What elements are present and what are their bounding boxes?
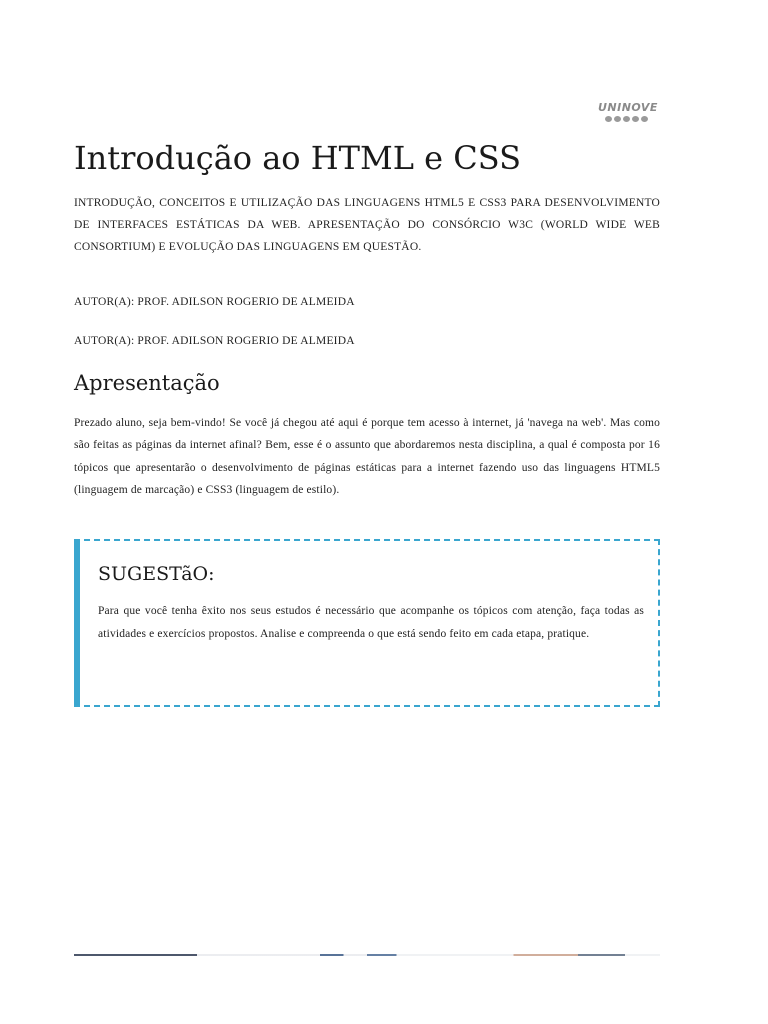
logo-dots-icon [598, 116, 654, 122]
author-line: AUTOR(A): PROF. ADILSON ROGERIO DE ALMEIDA [74, 296, 355, 308]
section-heading-presentation: Apresentação [74, 371, 220, 395]
document-page [74, 0, 660, 1024]
author-line: AUTOR(A): PROF. ADILSON ROGERIO DE ALMEIDA [74, 335, 355, 347]
document-title: Introdução ao HTML e CSS [74, 139, 522, 177]
presentation-paragraph: Prezado aluno, seja bem-vindo! Se você já chegou até aqui é porque tem acesso à internet, já 'navega na web'. Mas como são feitas as páginas da internet afinal? Bem, esse é o assunto que abordaremos nesta disciplina, a qual é composta por 16 tópicos que apresentarão o desenvolvimento de páginas estáticas para a internet fazendo uso das linguagens HTML5 (linguagem de marcação) e CSS3 (linguagem de estilo). [74, 417, 660, 496]
suggestion-heading: SUGESTãO: [98, 563, 215, 585]
suggestion-box [74, 539, 660, 707]
suggestion-paragraph: Para que você tenha êxito nos seus estudos é necessário que acompanhe os tópicos com atenção, faça todas as atividades e exercícios propostos. Analise e compreenda o que está sendo feito em cada etapa, pratique. [98, 605, 644, 640]
uninove-logo [598, 101, 658, 122]
document-subtitle: INTRODUÇÃO, CONCEITOS E UTILIZAÇÃO DAS LINGUAGENS HTML5 E CSS3 PARA DESENVOLVIMENTO DE INTERFACES ESTÁTICAS DA WEB. APRESENTAÇÃO DO CONSÓRCIO W3C (WORLD WIDE WEB CONSORTIUM) E EVOLUÇÃO DAS LINGUAGENS EM QUESTÃO. [74, 197, 660, 253]
logo-text: UNINOVE [598, 101, 658, 114]
footer-image-strip [74, 954, 660, 956]
